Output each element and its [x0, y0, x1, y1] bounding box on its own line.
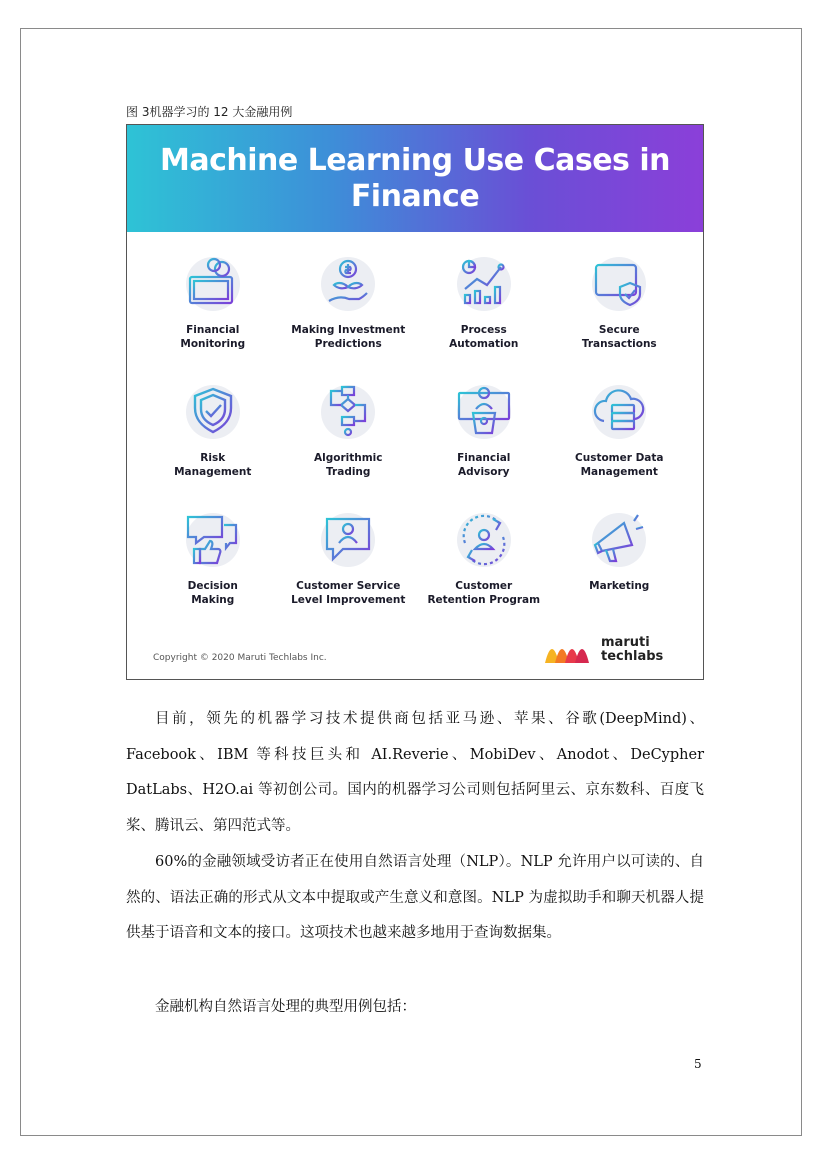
user-cycle-icon	[453, 509, 515, 571]
use-case-item	[416, 509, 552, 627]
use-case-item	[416, 253, 552, 371]
advisor-podium-icon	[453, 381, 515, 443]
use-case-item	[145, 253, 281, 371]
body-paragraph-1: 目前，领先的机器学习技术提供商包括亚马逊、苹果、谷歌(DeepMind)、Facebook、IBM 等科技巨头和 AI.Reverie、MobiDev、Anodot、DeCypher DatLabs、H2O.ai 等初创公司。国内的机器学习公司则包括阿里云、京东数科、百度飞桨、腾讯云、第四范式等。	[126, 711, 704, 834]
use-case-label: Secure Transactions	[581, 324, 657, 350]
use-case-item	[552, 509, 688, 627]
use-case-label: Financial Advisory	[457, 452, 511, 478]
use-case-label: Risk Management	[174, 452, 252, 478]
use-case-grid	[145, 253, 687, 627]
use-case-item	[552, 381, 688, 499]
infographic-title: Machine Learning Use Cases in Finance	[159, 142, 670, 214]
copyright-notice: Copyright © 2020 Maruti Techlabs Inc.	[153, 653, 327, 663]
use-case-label: Algorithmic Trading	[314, 452, 383, 478]
infographic-figure	[126, 124, 704, 680]
use-case-item	[281, 253, 417, 371]
use-case-item	[281, 509, 417, 627]
chat-thumbs-up-icon	[182, 509, 244, 571]
use-case-label: Decision Making	[187, 580, 238, 606]
use-case-label: Customer Service Level Improvement	[291, 580, 406, 606]
body-paragraph-2: 60%的金融领域受访者正在使用自然语言处理（NLP）。NLP 允许用户以可读的、自然的、语法正确的形式从文本中提取或产生意义和意图。NLP 为虚拟助手和聊天机器人提供基于语音和文本的接口。这项技术也越来越多地用于查询数据集。	[126, 854, 704, 941]
flowchart-icon	[317, 381, 379, 443]
figure-caption: 图 3机器学习的 12 大金融用例	[126, 105, 293, 119]
use-case-item	[416, 381, 552, 499]
page-number: 5	[694, 1057, 702, 1071]
maruti-techlabs-logo	[545, 637, 675, 667]
logo-line1: maruti	[601, 635, 650, 650]
user-chat-icon	[317, 509, 379, 571]
plant-dollar-icon	[317, 253, 379, 315]
use-case-item	[552, 253, 688, 371]
body-paragraph-3: 金融机构自然语言处理的典型用例包括：	[155, 999, 416, 1015]
use-case-label: Customer Data Management	[575, 452, 664, 478]
logo-text	[601, 636, 663, 664]
money-monitoring-icon	[182, 253, 244, 315]
use-case-label: Marketing	[589, 580, 650, 592]
cloud-database-icon	[588, 381, 650, 443]
card-shield-icon	[588, 253, 650, 315]
shield-check-icon	[182, 381, 244, 443]
use-case-label: Process Automation	[449, 324, 519, 350]
use-case-label: Customer Retention Program	[427, 580, 541, 606]
megaphone-icon	[588, 509, 650, 571]
use-case-item	[145, 509, 281, 627]
use-case-label: Making Investment Predictions	[291, 324, 406, 350]
use-case-item	[145, 381, 281, 499]
logo-mark-icon	[545, 637, 601, 665]
use-case-label: Financial Monitoring	[180, 324, 246, 350]
infographic-banner	[127, 125, 703, 232]
logo-line2: techlabs	[601, 649, 664, 664]
use-case-item	[281, 381, 417, 499]
chart-automation-icon	[453, 253, 515, 315]
